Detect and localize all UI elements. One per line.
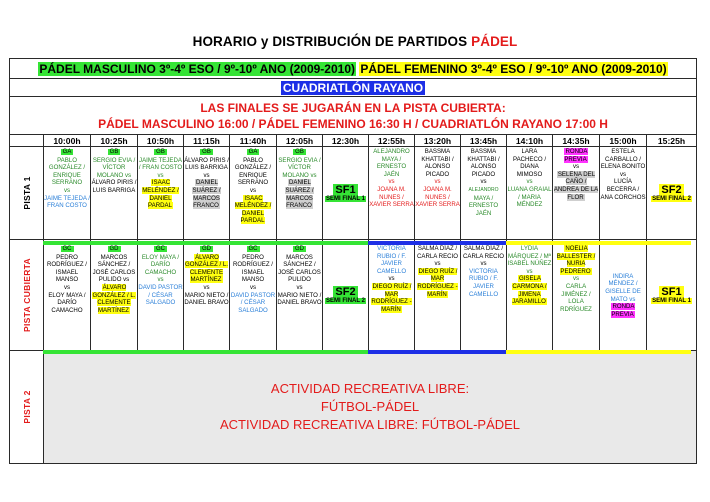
time-header: 15:25h [647,135,697,147]
match-cell [230,147,277,240]
team-b: ISAAC MELÉNDEZ / DANIEL PARDAL [234,194,272,225]
vs-label: vs [388,178,395,186]
group-tag: GC [62,246,72,252]
finals-line-1: LAS FINALES SE JUGARÁN EN LA PISTA CUBIERTA: [200,100,506,115]
team-a: ÁLVARO PIRIS / LUIS BARRIGA vs [184,156,229,179]
team-b: DIEGO RUÍZ / MAR RODRÍGUEZ -MARÍN [371,282,412,313]
match-cell [553,147,600,240]
semifinal-label: SF1 [335,184,356,196]
free-activity-line-3: ACTIVIDAD RECREATIVA LIBRE: FÚTBOL-PÁDEL [220,417,521,432]
team-a: PEDRO RODRÍGUEZ / ISMAEL MANSO [47,253,87,284]
time-header: 10:25h [91,135,138,147]
group-tag: GD [109,246,119,252]
group-tag: GD [202,246,211,252]
time-header: 13:20h [415,135,461,147]
team-b: DAVID PASTOR / CÉSAR SALGADO [230,291,276,314]
court-row-pista-2 [10,351,697,464]
team-b: JOANA M. NUNES / XAVIER SERRA [415,185,460,209]
team-a: MARCOS SÁNCHEZ / JOSÉ CARLOS PULIDO [278,253,321,284]
match-cell [461,147,507,240]
court-label-text: PISTA 1 [21,176,32,210]
team-b: CARLA JIMÉNEZ / LOLA RDRÍGUEZ [560,282,592,313]
free-activity-line-1: ACTIVIDAD RECREATIVA LIBRE: [270,381,470,396]
semifinal-label: SF1 [661,286,682,298]
cuadriatlon-row [10,79,697,97]
team-a: MARCOS SÁNCHEZ / JOSÉ CARLOS PULIDO vs [92,253,136,284]
group-tag: GB [109,149,119,155]
team-b: ISAAC MELÉNDEZ / DANIEL PARDAL [142,179,179,210]
bar-yellow-fem-top [506,241,691,245]
bar-blue-cuad-top [368,241,506,245]
vs-label: vs [572,163,580,171]
team-a: BASSMA KHATTABI / ALONSO PICADO [421,148,454,178]
team-a: VICTORIA RUBIO / F. JAVIER CAMELLO [376,245,407,275]
team-a: ÁLVARO GONZÁLEZ / L. CLEMENTE MARTÍNEZ [184,253,228,284]
time-header: 15:00h [600,135,647,147]
schedule-table [9,58,697,464]
team-a: PABLO GONZÁLEZ / ENRIQUE SERRANO [234,156,272,187]
team-b: JAIME TEJEDA / FRAN COSTO [44,194,90,210]
time-row [10,135,697,147]
match-cell [461,240,507,351]
team-a: SALMA DÍAZ / CARLA RECIO [463,245,504,260]
team-b: LUCÍA BECERRA / ANA CORCHOS [600,178,646,201]
team-a: JAIME TEJEDA / FRAN COSTO [138,156,183,172]
bar-green-masc-top [43,241,368,245]
free-activity-line-2: FÚTBOL-PÁDEL [320,399,420,414]
bar-yellow-fem-bottom [506,350,691,354]
vs-label: vs [63,283,71,291]
team-a: SALMA DÍAZ / CARLA RECIO [417,245,458,260]
semifinal-label: SF2 [661,184,682,196]
title-text: HORARIO y DISTRIBUCIÓN DE PARTIDOS [192,34,472,49]
team-b: ÁLVARO GONZÁLEZ / L. CLEMENTE MARTÍNEZ [92,283,136,314]
finals-notice [10,97,697,135]
match-cell [230,240,277,351]
court-label-text: PISTA 2 [21,390,32,424]
team-b: GISELA CARMONA / JIMENA JARAMILLO [512,275,547,306]
vs-label: vs [296,283,303,291]
semifinal-cell [323,147,369,240]
masculine-banner: PÁDEL MASCULINO 3º-4º ESO / 9º-10º ANO (2009-2010) [39,61,355,76]
free-activity-cell [44,351,697,464]
vs-label: vs [480,260,487,268]
court-label-text: PISTA CUBIERTA [21,258,32,332]
time-header: 12:05h [277,135,323,147]
vs-label: vs [249,186,257,194]
match-cell [415,240,461,351]
page-title [0,34,710,49]
group-tag: GC [248,246,258,252]
court-row-pista-cubierta [10,240,697,351]
team-a: SERGIO EVIA / VÍCTOR MOLANO vs [92,156,136,179]
match-cell [369,240,415,351]
time-header: 13:45h [461,135,507,147]
semifinal-label: SF2 [335,286,356,298]
match-cell [184,147,230,240]
court-label-pista-1 [10,147,44,240]
team-b-first: ALEJANDRO [468,186,499,193]
time-header: 10:50h [138,135,184,147]
team-a: ALEJANDRO MAYA / ERNESTO JAÉN [373,148,410,178]
group-tag: GA [62,149,72,155]
semifinal-sub [647,196,696,203]
team-b: VICTORIA RUBIO / F. JAVIER CAMELLO [468,267,499,298]
team-b: DAVID PASTOR / CÉSAR SALGADO [138,283,183,307]
team-a: LARA PACHECO / DIANA MIMOSO [512,148,547,178]
team-b: JOANA M. NUNES / XAVIER SERRA [369,185,414,209]
vs-label: vs [619,170,627,178]
group-tag: GB [156,149,165,155]
group-tag: GB [295,149,304,155]
semifinal-cell [647,147,697,240]
court-label-pista-2 [10,351,44,464]
semifinal-sub [323,298,368,305]
time-header: 11:15h [184,135,230,147]
team-b: ÁLVARO PIRIS / LUIS BARRIGA [91,179,137,194]
match-cell [138,240,184,351]
match-cell [91,240,138,351]
time-header: 11:40h [230,135,277,147]
match-cell [44,147,91,240]
vs-label: vs [572,275,580,283]
vs-label: vs [203,283,210,291]
team-b: DANIEL SUÁREZ / MARCOS FRANCO [285,179,314,210]
match-cell [138,147,184,240]
match-cell [507,147,553,240]
team-a: PABLO GONZÁLEZ / ENRIQUE SERRANO [48,156,86,187]
group-tag: GB [202,149,211,155]
group-tag: GA [248,149,258,155]
match-cell [415,147,461,240]
semifinal-sub-text: SEMI FINAL 2 [652,196,691,202]
court-label-pista-cubierta [10,240,44,351]
match-cell [184,240,230,351]
vs-label: vs [63,186,71,194]
match-cell [277,147,323,240]
time-header: 10:00h [44,135,91,147]
match-cell [507,240,553,351]
time-header: 12:55h [369,135,415,147]
team-b: SELENA DEL CAÑO / ANDREA DE LA FLOR [553,170,599,201]
match-cell [369,147,415,240]
match-cell [553,240,600,351]
team-b: LUANA GRAIAL / MARIA MÉNDEZ [507,185,552,209]
group-tag: GD [295,246,304,252]
team-a: ELOY MAYA / DARÍO CAMACHO [141,253,180,276]
team-a: NOELIA BALLESTER / NURIA PEDRERO [556,245,596,275]
bar-green-masc-bottom [43,350,368,354]
vs-label: vs [526,178,533,186]
team-a: PEDRO RODRÍGUEZ / ISMAEL MANSO [233,253,273,284]
ronda-previa-tag: RONDA PREVIA [564,148,588,163]
team-b: MARIO NIETO / DANIEL BRAVO [184,291,229,307]
vs-label: vs [434,260,441,268]
semifinal-sub-text: SEMI FINAL 1 [652,298,691,304]
vs-label: vs [157,171,164,179]
team-b: MAYA / ERNESTO JAÉN [468,194,499,217]
category-banner [10,59,697,79]
semifinal-sub [647,298,696,305]
team-a: INDIRA MÉNDEZ / GISELLE DE MATO vs [605,272,641,303]
time-header: 14:35h [553,135,600,147]
team-b: ELOY MAYA / DARÍO CAMACHO [48,291,86,314]
semifinal-cell [323,240,369,351]
match-cell [91,147,138,240]
vs-label: vs [526,267,533,275]
vs-label: vs [434,178,441,186]
team-b: DANIEL SUÁREZ / MARCOS FRANCO [192,179,221,210]
match-cell [600,240,647,351]
vs-label: vs [157,276,164,284]
team-a: ESTELA CARBALLO / ELENA BONITO [600,148,646,171]
ronda-previa-tag: RONDA PREVIA [611,303,635,318]
title-accent: PÁDEL [471,34,518,49]
group-tag: GC [156,246,165,252]
semifinal-cell [647,240,697,351]
finals-line-2: PÁDEL MASCULINO 16:00 / PÁDEL FEMENINO 16:30 H / CUADRIATLÓN RAYANO 17:00 H [98,116,608,131]
vs-label: vs [249,283,257,291]
feminine-banner: PÁDEL FEMENINO 3º-4º ESO / 9º-10º ANO (2009-2010) [360,61,667,76]
team-a: LYDIA MÁRQUEZ / Mª ISABEL NÚÑEZ [507,245,552,268]
corner-cell [10,135,44,147]
vs-label: vs [480,178,487,186]
time-header: 12:30h [323,135,369,147]
team-b: MARIO NIETO / DANIEL BRAVO [277,291,322,307]
vs-label: vs [388,275,395,283]
time-header: 14:10h [507,135,553,147]
semifinal-sub-text: SEMI FINAL 1 [326,196,365,202]
match-cell [277,240,323,351]
semifinal-sub [323,196,368,203]
cuadriatlon-banner: CUADRIATLÓN RAYANO [282,80,424,95]
match-cell [44,240,91,351]
match-cell [600,147,647,240]
semifinal-sub-text: SEMI FINAL 2 [326,298,365,304]
team-a: BASSMA KHATTABI / ALONSO PICADO [467,148,500,178]
court-row-pista-1 [10,147,697,240]
team-a: SERGIO EVIA / VÍCTOR MOLANO vs [278,156,321,179]
team-b: DIEGO RUÍZ / MAR RODRÍGUEZ -MARÍN [417,267,458,298]
bar-blue-cuad-bottom [368,350,506,354]
